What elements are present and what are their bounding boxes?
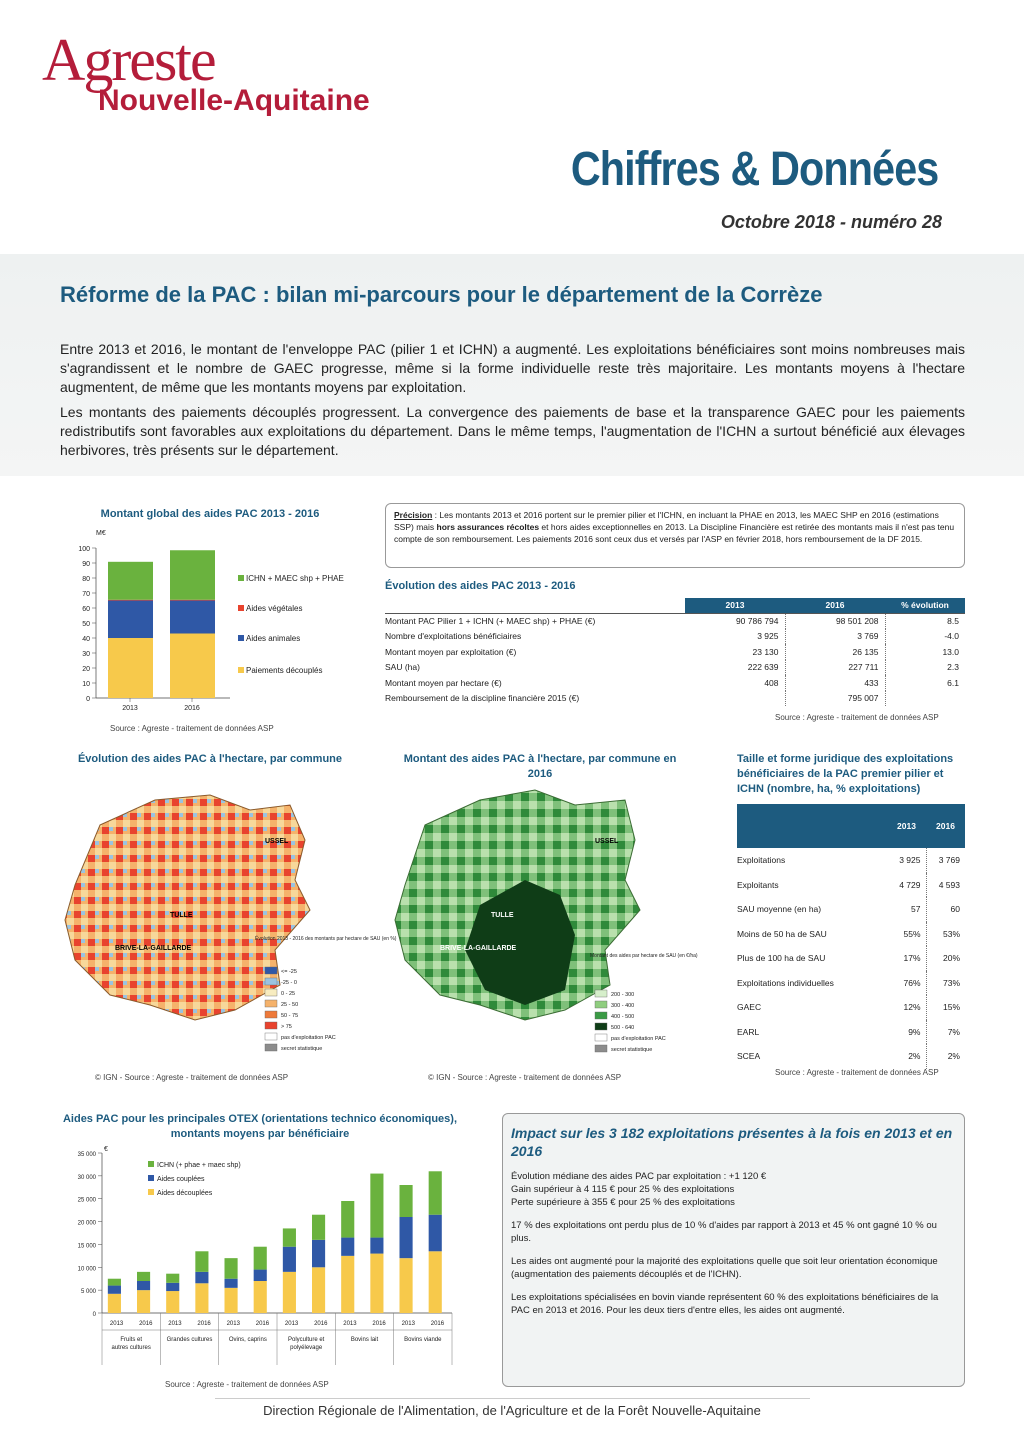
row-label: Nombre d'exploitations bénéficiaires [385,631,522,642]
table-row [737,971,965,996]
bar-segment [429,1215,442,1252]
legend-swatch [148,1175,154,1181]
legend-label: 25 - 50 [281,1002,299,1008]
bar-segment [341,1238,354,1256]
brand-region: Nouvelle-Aquitaine [98,84,370,117]
cell-value: -4.0 [944,631,959,642]
bar-segment [195,1251,208,1272]
y-tick-label: 50 [82,621,90,628]
y-tick-label: 100 [78,546,90,553]
cell-value [885,691,965,707]
legend-swatch [265,978,277,985]
bar-segment [254,1270,267,1281]
cell-value: 4 729 [887,873,926,898]
cell-value: 6.1 [947,677,959,688]
table-row [737,995,965,1020]
bar-segment [166,1291,179,1313]
x-tick-label: 2016 [184,705,200,712]
y-tick-label: 30 000 [77,1174,96,1181]
bar-segment [108,1286,121,1294]
legend-swatch [595,1012,607,1019]
bar-segment [312,1215,325,1240]
row-label: Plus de 100 ha de SAU [737,953,826,964]
legend-swatch [595,990,607,997]
legend-swatch [238,575,244,581]
bar-segment [166,1283,179,1291]
intro-paragraph-1: Entre 2013 et 2016, le montant de l'enveloppe PAC (pilier 1 et ICHN) a augmenté. Les exploitations bénéficiaires sont moins nombreuses mais s'agrandissent et le nombre de GAEC progresse, même si la forme individuelle reste très majoritaire. Les montants moyens à l'hectare augmentent, de même que les montants moyens par exploitation. [60,341,965,395]
legend-label: Aides découplées [157,1190,213,1197]
cell-value: 227 711 [785,660,885,676]
structure-table [737,804,965,1069]
intro-paragraph-2: Les montants des paiements découplés progressent. La convergence des paiements de base et la transparence GAEC pour les paiements redistributifs sont favorables aux exploitations du département. Dans le même temps, l'augmentation de l'ICHN a surtout bénéficié aux élevages herbivores, très présents sur le département. [60,404,965,458]
group-label: polyélevage [290,1345,323,1351]
legend-label: 0 - 25 [281,991,296,997]
row-label: Moins de 50 ha de SAU [737,928,827,939]
y-tick-label: 20 000 [77,1220,96,1227]
bar-segment [195,1283,208,1313]
legend-swatch [148,1161,154,1167]
bar-segment [283,1247,296,1272]
bar-segment [108,600,153,601]
y-tick-label: 0 [86,696,90,703]
row-label: Exploitations individuelles [737,977,834,988]
footer-text: Direction Régionale de l'Alimentation, de l'Agriculture et de la Forêt Nouvelle-Aquitaine [263,1403,761,1418]
map1-label-brive: BRIVE-LA-GAILLARDE [115,945,192,952]
agreste-logo [42,27,370,118]
legend-label: secret statistique [281,1046,323,1052]
legend-label: secret statistique [611,1047,653,1053]
bar-segment [225,1288,238,1313]
row-label: Montant PAC Pilier 1 + ICHN (+ MAEC shp) + PHAE (€) [385,613,685,629]
bar-segment [170,600,215,601]
bar-segment [195,1272,208,1283]
legend-swatch [148,1189,154,1195]
table-row [385,629,965,645]
legend-swatch [595,1023,607,1030]
x-tick-label: 2013 [109,1321,124,1327]
legend-swatch [265,967,277,974]
legend-label: Aides animales [246,634,301,643]
bar-segment [370,1174,383,1238]
row-label: Exploitants [737,879,779,890]
map2-label-ussel: USSEL [595,838,619,845]
legend-label: Aides végétales [246,604,303,613]
bar-segment [370,1238,383,1254]
table-row [385,691,965,707]
y-tick-label: 40 [82,636,90,643]
group-label: Bovins viande [404,1337,442,1343]
legend-label: pas d'exploitation PAC [611,1036,666,1042]
chart2-title: Aides PAC pour les principales OTEX (orientations technico économiques), montants moyens par bénéficiaire [62,1113,458,1140]
legend-label: > 75 [281,1024,292,1030]
cell-value: 222 639 [685,660,785,676]
map1-legend-title: Évolution 2013 - 2016 des montants par hectare de SAU (en %) [255,936,397,942]
impact-bovin: Les exploitations spécialisées en bovin viande représentent 60 % des exploitations bénéficiaires de la PAC en 2013 et 2016. Pour les deux tiers d'entre elles, les aides ont augmenté. [511,1292,939,1316]
row-label: GAEC [737,1002,762,1013]
legend-swatch [265,1044,277,1051]
bar-segment [170,634,215,699]
bar-segment [137,1272,150,1281]
row-label: Montant moyen par exploitation (€) [385,646,517,657]
y-tick-label: 70 [82,591,90,598]
y-tick-label: 90 [82,561,90,568]
cell-value: 433 [785,675,885,691]
bar-segment [137,1281,150,1290]
cell-value: 17% [887,946,926,971]
cell-value: 3 769 [938,855,960,866]
group-label: autres cultures [111,1345,151,1351]
map2-amount-per-hectare [385,785,698,1070]
series-title: Chiffres & Données [570,143,938,196]
bar-segment [400,1185,413,1217]
bar-segment [166,1274,179,1283]
cell-value: 3 769 [785,629,885,645]
legend-swatch [265,1022,277,1029]
chart1-title: Montant global des aides PAC 2013 - 2016 [100,508,320,520]
bar-segment [254,1247,267,1270]
cell-value: 90 786 794 [685,613,785,629]
legend-swatch [265,1033,277,1040]
chart2-source: Source : Agreste - traitement de données ASP [165,1380,329,1389]
cell-value: 2% [887,1044,926,1069]
table-row [737,897,965,922]
bar-segment [429,1171,442,1214]
y-tick-label: 35 000 [77,1152,96,1158]
impact-orientation: Les aides ont augmenté pour la majorité des exploitations quelle que soit leur orientation économique (augmentation des paiements découplés et de l'ICHN). [511,1256,938,1280]
cell-value: 73% [942,977,960,988]
chart1-ylabel: M€ [96,530,106,537]
cell-value: 23 130 [685,644,785,660]
legend-swatch [238,667,244,673]
x-tick-label: 2016 [139,1321,153,1327]
bar-segment [283,1228,296,1246]
map1-label-tulle: TULLE [170,912,193,919]
table2-source: Source : Agreste - traitement de données ASP [775,1068,939,1077]
row-label: SAU moyenne (en ha) [737,904,822,915]
table-row [737,1020,965,1045]
cell-value: 53% [942,928,960,939]
cell-value: 76% [887,971,926,996]
impact-title: Impact sur les 3 182 exploitations présentes à la fois en 2013 et en 2016 [511,1125,953,1159]
legend-swatch [595,1001,607,1008]
cell-value: 20% [942,953,960,964]
bar-segment [225,1258,238,1279]
table-row [737,848,965,873]
bar-segment [108,1279,121,1286]
cell-value: 7% [947,1026,960,1037]
bar-segment [108,638,153,698]
chart2-otex-aids [60,1143,480,1378]
cell-value: 408 [685,675,785,691]
cell-value: 8.5 [885,613,965,629]
brand-name: Agreste [42,27,215,93]
legend-label: pas d'exploitation PAC [281,1035,336,1041]
bar-segment [283,1272,296,1313]
group-label: Grandes cultures [166,1337,213,1343]
x-tick-label: 2013 [343,1321,357,1327]
impact-loss-gain: 17 % des exploitations ont perdu plus de 10 % d'aides par rapport à 2013 et 45 % ont gagné 10 % ou plus. [511,1220,937,1244]
y-tick-label: 20 [82,666,90,673]
table-row [737,873,965,898]
bar-segment [108,601,153,639]
table1-title: Évolution des aides PAC 2013 - 2016 [385,580,576,592]
map1-evolution-per-hectare [60,785,397,1070]
y-tick-label: 15 000 [77,1243,96,1250]
y-tick-label: 30 [82,651,90,658]
legend-swatch [238,605,244,611]
cell-value: 55% [887,922,926,947]
x-tick-label: 2016 [255,1321,270,1327]
row-label: Remboursement de la discipline financière 2015 (€) [385,693,580,704]
correze-map-1 [65,795,310,1020]
x-tick-label: 2013 [168,1321,182,1327]
y-tick-label: 10 [82,681,90,688]
table1-col-evolution: % évolution [885,598,965,613]
group-label: Ovins, caprins [228,1337,267,1343]
bar-segment [108,562,153,600]
bar-segment [400,1217,413,1258]
group-label: Fruits et [120,1337,143,1343]
table1-source: Source : Agreste - traitement de données ASP [775,713,939,722]
bar-segment [254,1281,267,1313]
cell-value: 795 007 [785,691,885,707]
legend-label: ICHN + MAEC shp + PHAE [246,574,344,583]
table-row [737,946,965,971]
cell-value: 3 925 [685,629,785,645]
cell-value [685,691,785,707]
precision-label: Précision [394,510,433,520]
bar-segment [170,550,215,600]
map2-label-brive: BRIVE-LA-GAILLARDE [440,945,517,952]
bar-segment [341,1201,354,1238]
table1-col-2016: 2016 [785,598,885,613]
cell-value: 3 925 [887,848,926,873]
y-tick-label: 25 000 [77,1197,96,1204]
cell-value: 2.3 [947,662,959,673]
x-tick-label: 2013 [122,705,138,712]
legend-label: 400 - 500 [611,1014,635,1020]
x-tick-label: 2016 [372,1321,386,1327]
table2-col-2016: 2016 [926,804,965,848]
legend-swatch [265,1011,277,1018]
x-tick-label: 2013 [284,1321,299,1327]
bar-segment [429,1251,442,1313]
bar-segment [137,1290,150,1313]
table-row [385,660,965,676]
map1-title: Évolution des aides PAC à l'hectare, par commune [77,753,343,765]
group-label: Bovins lait [350,1337,379,1343]
legend-label: 200 - 300 [611,992,635,998]
table2-col-2013: 2013 [887,804,926,848]
table-row [385,644,965,660]
cell-value: 9% [887,1020,926,1045]
issue-number: Octobre 2018 - numéro 28 [720,212,942,232]
page-title: Réforme de la PAC : bilan mi-parcours pour le département de la Corrèze [60,282,823,307]
cell-value: 26 135 [785,644,885,660]
x-tick-label: 2016 [197,1321,211,1327]
cell-value: 57 [887,897,926,922]
map2-source: © IGN - Source : Agreste - traitement de données ASP [428,1073,622,1082]
y-tick-label: 5 000 [80,1289,96,1296]
row-label: SAU (ha) [385,662,420,673]
legend-label: 300 - 400 [611,1003,635,1009]
map2-legend-title: Montant des aides par hectare de SAU (en €/ha) [590,953,698,959]
chart1-source: Source : Agreste - traitement de données ASP [110,724,274,733]
y-tick-label: 80 [82,576,90,583]
evolution-table [385,598,965,706]
table-row [385,675,965,691]
precision-note: Précision : Les montants 2013 et 2016 portent sur le premier pilier et l'ICHN, en incluant la PHAE en 2013, les MAEC SHP en 2016 (estimations SSP) mais hors assurances récoltes et hors aides exceptionnelles en 2013. La Discipline Financière est retirée des montants mais il n'est pas tenu compte de son remboursement. Les paiements 2016 sont ceux dus et versés par l'ASP en février 2018, hors remboursement de la DF 2015. [385,503,965,568]
bar-segment [225,1279,238,1288]
bar-segment [108,1294,121,1313]
row-label: Montant moyen par hectare (€) [385,677,502,688]
x-tick-label: 2016 [430,1321,445,1327]
table-row [385,613,965,629]
bar-segment [170,601,215,634]
map2-title: Montant des aides PAC à l'hectare, par commune en 2016 [403,753,677,780]
bar-segment [312,1267,325,1313]
row-label: SCEA [737,1051,761,1062]
legend-swatch [265,1000,277,1007]
bar-segment [312,1240,325,1267]
bar-segment [370,1254,383,1313]
x-tick-label: 2016 [314,1321,328,1327]
bar-segment [341,1256,354,1313]
row-label: EARL [737,1026,760,1037]
x-tick-label: 2013 [226,1321,240,1327]
impact-median: Évolution médiane des aides PAC par exploitation : +1 120 € Gain supérieur à 4 115 € pour 25 % des exploitations Perte supérieure à 355 € pour 25 % des exploitations [511,1171,767,1208]
x-tick-label: 2013 [401,1321,415,1327]
footer-divider [215,1398,810,1399]
cell-value: 4 593 [938,879,960,890]
legend-swatch [265,989,277,996]
table2-title: Taille et forme juridique des exploitations bénéficiaires de la PAC premier pilier et ICHN (nombre, ha, % exploitations) [737,753,954,795]
legend-swatch [595,1045,607,1052]
cell-value: 12% [887,995,926,1020]
y-tick-label: 10 000 [77,1266,96,1273]
bar-segment [400,1258,413,1313]
legend-swatch [595,1034,607,1041]
map1-source: © IGN - Source : Agreste - traitement de données ASP [95,1073,289,1082]
table-row [737,1044,965,1069]
map1-label-ussel: USSEL [265,838,289,845]
legend-label: Paiements découplés [246,666,323,675]
map2-label-tulle: TULLE [491,912,514,919]
table1-col-2013: 2013 [685,598,785,613]
legend-label: ICHN (+ phae + maec shp) [157,1162,241,1169]
chart2-ylabel: € [104,1146,108,1153]
legend-label: -25 - 0 [281,980,297,986]
table-row [737,922,965,947]
impact-box [502,1113,965,1387]
cell-value: 15% [942,1002,960,1013]
legend-label: 50 - 75 [281,1013,299,1019]
y-tick-label: 0 [92,1312,96,1318]
y-tick-label: 60 [82,606,90,613]
group-label: Polyculture et [287,1337,325,1343]
cell-value: 13.0 [942,646,959,657]
legend-label: <= -25 [281,969,297,975]
legend-label: 500 - 640 [611,1025,635,1031]
chart1-global-aids [60,523,360,723]
cell-value: 60 [950,904,960,915]
row-label: Exploitations [737,855,786,866]
cell-value: 98 501 208 [785,613,885,629]
cell-value: 2% [947,1051,960,1062]
legend-swatch [238,635,244,641]
legend-label: Aides couplées [157,1176,205,1183]
